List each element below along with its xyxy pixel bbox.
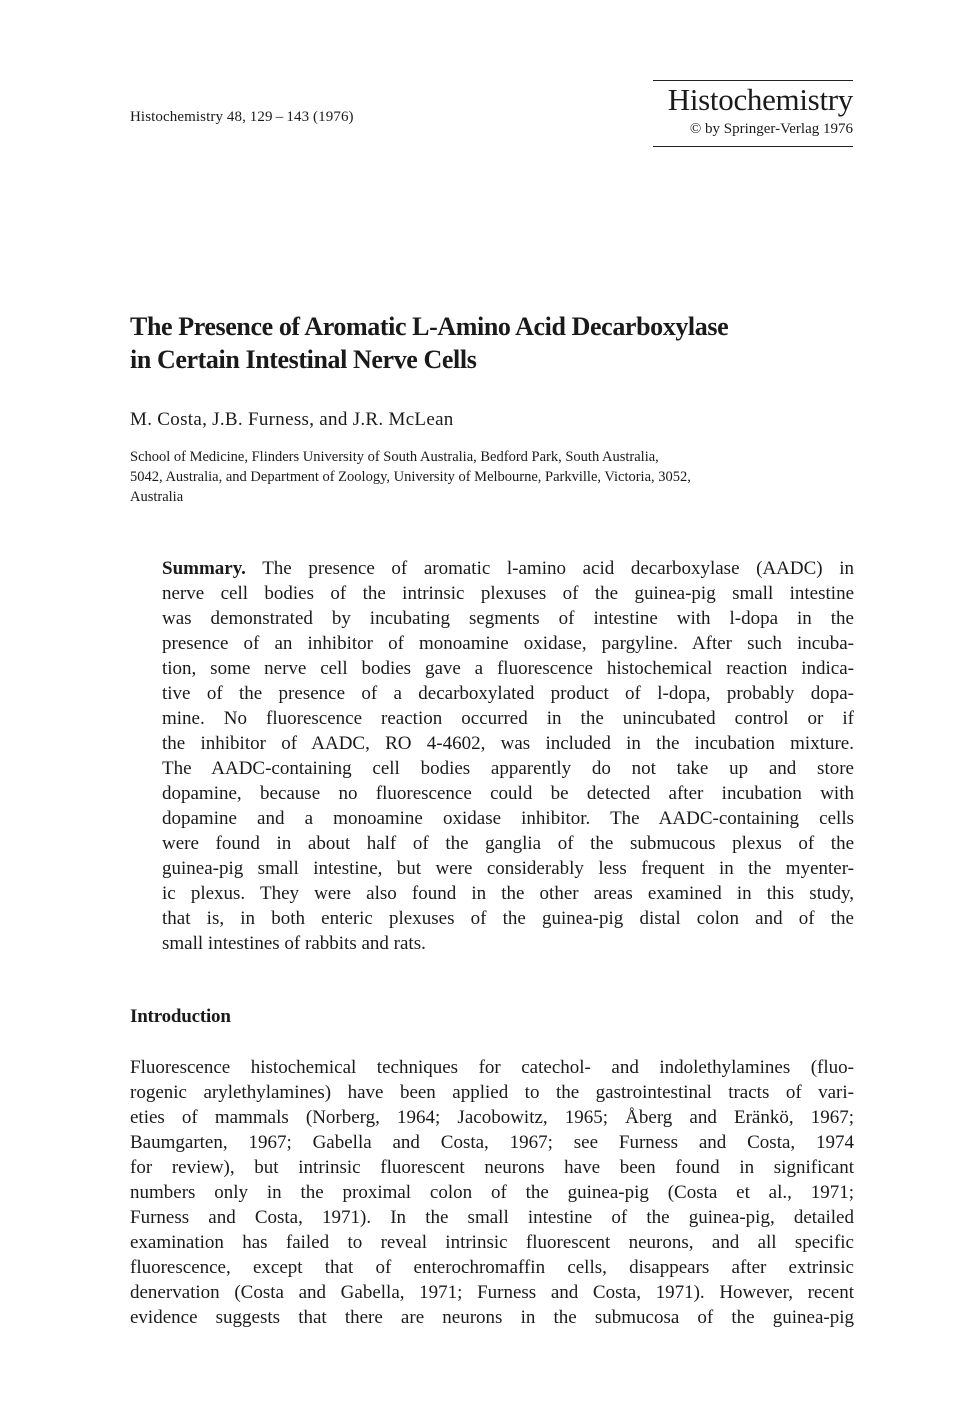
introduction-line: Furness and Costa, 1971). In the small intestine of the guinea-pig, detailed xyxy=(130,1207,854,1228)
introduction-line: Fluorescence histochemical techniques for catechol- and indolethylamines (fluo- xyxy=(130,1057,854,1078)
introduction-line: numbers only in the proximal colon of the guinea-pig (Costa et al., 1971; xyxy=(130,1182,854,1203)
summary-line: presence of an inhibitor of monoamine oxidase, pargyline. After such incuba- xyxy=(162,633,854,654)
summary-line: The AADC-containing cell bodies apparently do not take up and store xyxy=(162,758,854,779)
summary-line: nerve cell bodies of the intrinsic plexuses of the guinea-pig small intestine xyxy=(162,583,854,604)
summary-abstract xyxy=(162,556,854,956)
introduction-line: denervation (Costa and Gabella, 1971; Furness and Costa, 1971). However, recent xyxy=(130,1282,854,1303)
affiliation xyxy=(130,447,855,507)
introduction-line: Baumgarten, 1967; Gabella and Costa, 1967; see Furness and Costa, 1974 xyxy=(130,1132,854,1153)
journal-name: Histochemistry xyxy=(667,82,853,117)
masthead-bottom-rule xyxy=(653,146,853,147)
summary-line xyxy=(162,556,854,581)
article-title xyxy=(130,310,850,376)
introduction-line: evidence suggests that there are neurons in the submucosa of the guinea-pig xyxy=(130,1307,854,1328)
summary-line: were found in about half of the ganglia of the submucous plexus of the xyxy=(162,833,854,854)
journal-citation: Histochemistry 48, 129 – 143 (1976) xyxy=(130,109,354,125)
title-line: in Certain Intestinal Nerve Cells xyxy=(130,345,477,374)
affiliation-line: School of Medicine, Flinders University of South Australia, Bedford Park, South Australia, xyxy=(130,449,659,465)
summary-heading: Summary. xyxy=(162,558,246,579)
authors: M. Costa, J.B. Furness, and J.R. McLean xyxy=(130,409,454,430)
summary-line: small intestines of rabbits and rats. xyxy=(162,933,426,954)
masthead-top-rule xyxy=(653,80,853,81)
introduction-line: rogenic arylethylamines) have been applied to the gastrointestinal tracts of vari- xyxy=(130,1082,854,1103)
journal-masthead xyxy=(653,80,853,147)
summary-line: dopamine, because no fluorescence could be detected after incubation with xyxy=(162,783,854,804)
copyright-notice: © by Springer-Verlag 1976 xyxy=(689,121,853,137)
introduction-body xyxy=(130,1055,854,1330)
summary-line: the inhibitor of AADC, RO 4-4602, was included in the incubation mixture. xyxy=(162,733,854,754)
summary-line: ic plexus. They were also found in the other areas examined in this study, xyxy=(162,883,854,904)
summary-line: mine. No fluorescence reaction occurred in the unincubated control or if xyxy=(162,708,854,729)
summary-line: was demonstrated by incubating segments of intestine with l-dopa in the xyxy=(162,608,854,629)
introduction-line: eties of mammals (Norberg, 1964; Jacobowitz, 1965; Åberg and Eränkö, 1967; xyxy=(130,1107,854,1128)
introduction-line: examination has failed to reveal intrinsic fluorescent neurons, and all specific xyxy=(130,1232,854,1253)
affiliation-line: 5042, Australia, and Department of Zoology, University of Melbourne, Parkville, Victoria, 3052, xyxy=(130,469,691,485)
introduction-heading: Introduction xyxy=(130,1006,231,1027)
summary-line: tion, some nerve cell bodies gave a fluorescence histochemical reaction indica- xyxy=(162,658,854,679)
title-line: The Presence of Aromatic L-Amino Acid Decarboxylase xyxy=(130,312,729,341)
summary-line: tive of the presence of a decarboxylated product of l-dopa, probably dopa- xyxy=(162,683,854,704)
summary-first-line-text: The presence of aromatic l-amino acid decarboxylase (AADC) in xyxy=(245,558,854,579)
summary-line: that is, in both enteric plexuses of the guinea-pig distal colon and of the xyxy=(162,908,854,929)
introduction-line: fluorescence, except that of enterochromaffin cells, disappears after extrinsic xyxy=(130,1257,854,1278)
summary-line: guinea-pig small intestine, but were considerably less frequent in the myenter- xyxy=(162,858,854,879)
affiliation-line: Australia xyxy=(130,489,184,505)
summary-line: dopamine and a monoamine oxidase inhibitor. The AADC-containing cells xyxy=(162,808,854,829)
introduction-line: for review), but intrinsic fluorescent neurons have been found in significant xyxy=(130,1157,854,1178)
